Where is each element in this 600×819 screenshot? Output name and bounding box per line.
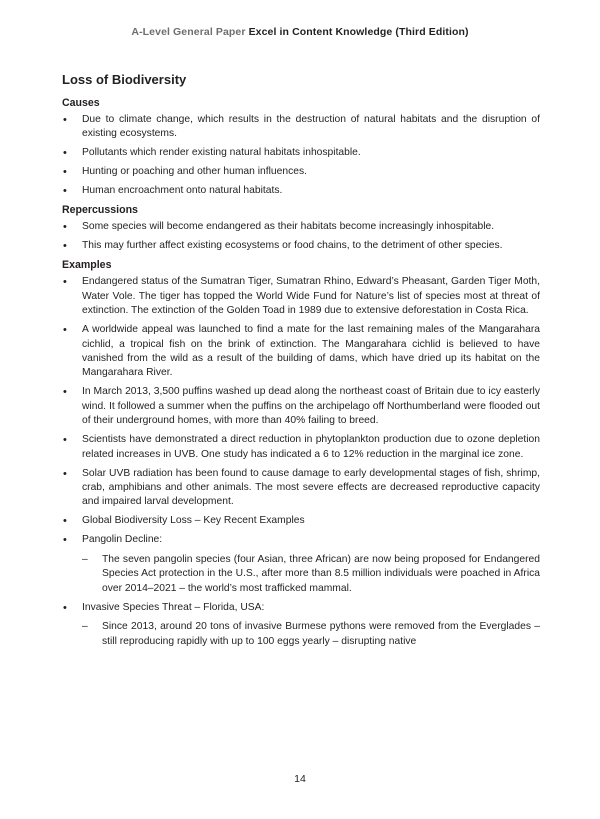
list-item: • Global Biodiversity Loss – Key Recent Examples [62, 514, 540, 528]
repercussions-list [62, 220, 540, 253]
sub-list-item: – The seven pangolin species (four Asian, three African) are now being proposed for Endangered Species Act protection in the U.S., after more than 8.5 million individuals were poached in Africa over 2014–2021 – the world’s most trafficked mammal. [82, 553, 540, 596]
list-item: • Due to climate change, which results in the destruction of natural habitats and the disruption of existing ecosystems. [62, 113, 540, 142]
series-title: A-Level General Paper [131, 26, 246, 38]
list-item: • Some species will become endangered as their habitats become increasingly inhospitable. [62, 220, 540, 234]
list-item: • Pollutants which render existing natural habitats inhospitable. [62, 146, 540, 160]
list-item: • Human encroachment onto natural habitats. [62, 184, 540, 198]
page-number: 14 [294, 773, 306, 785]
list-item: • Scientists have demonstrated a direct reduction in phytoplankton production due to ozone depletion related increases in UVB. One study has indicated a 6 to 12% reduction in the marginal ice zone. [62, 433, 540, 462]
list-item: • Hunting or poaching and other human influences. [62, 165, 540, 179]
book-title: Excel in Content Knowledge (Third Edition) [248, 26, 469, 38]
invasive-sublist [82, 620, 540, 649]
sub-list-item: – Since 2013, around 20 tons of invasive Burmese pythons were removed from the Everglades – still reproducing rapidly with up to 100 eggs yearly – disrupting native [82, 620, 540, 649]
section-title: Loss of Biodiversity [62, 72, 187, 87]
running-header [0, 26, 600, 38]
list-item-invasive [62, 601, 540, 649]
list-item: • Endangered status of the Sumatran Tiger, Sumatran Rhino, Edward’s Pheasant, Garden Tiger Moth, Water Vole. The tiger has topped the World Wide Fund for Nature’s list of species most at threat of extinction. The extinction of the Golden Toad in 1989 due to extensive deforestation in Costa Rica. [62, 275, 540, 318]
invasive-label: Invasive Species Threat – Florida, USA: [82, 601, 265, 613]
pangolin-label: Pangolin Decline: [82, 534, 163, 546]
list-item: • This may further affect existing ecosystems or food chains, to the detriment of other species. [62, 239, 540, 253]
list-item: • In March 2013, 3,500 puffins washed up dead along the northeast coast of Britain due to icy easterly wind. It followed a summer when the puffins on the archipelago off Northumberland were flooded out of their underground homes, with more than 40% failing to breed. [62, 385, 540, 428]
causes-list [62, 113, 540, 199]
page-content [62, 72, 540, 654]
list-item: • Solar UVB radiation has been found to cause damage to early developmental stages of fish, shrimp, crab, amphibians and other animals. The most severe effects are decreased reproductive capacity and impaired larval development. [62, 467, 540, 510]
repercussions-heading: Repercussions [62, 204, 138, 217]
pangolin-sublist [82, 553, 540, 596]
causes-heading: Causes [62, 97, 100, 109]
list-item: • A worldwide appeal was launched to find a mate for the last remaining males of the Mangarahara cichlid, a tropical fish on the brink of extinction. The Mangarahara cichlid is believed to have vanished from the wild as a result of the building of dams, which have dried up its habitat on the Mangarahara River. [62, 323, 540, 381]
examples-list [62, 275, 540, 649]
examples-heading: Examples [62, 259, 112, 272]
list-item-pangolin [62, 533, 540, 596]
